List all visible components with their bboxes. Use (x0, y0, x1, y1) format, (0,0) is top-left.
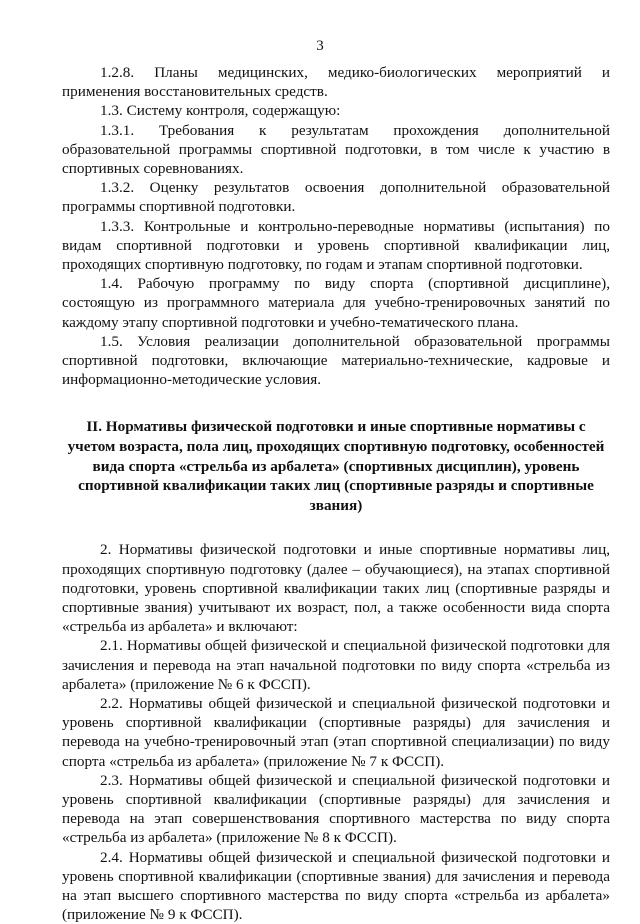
paragraph-1-4: 1.4. Рабочую программу по виду спорта (спортивной дисциплине), состоящую из программного материала для учебно-тренировочных занятий по каждому этапу спортивной подготовки и учебно-тематического плана. (62, 275, 610, 331)
paragraph-1-3-1: 1.3.1. Требования к результатам прохождения дополнительной образовательной программы спортивной подготовки, в том числе к участию в спортивных соревнованиях. (62, 121, 610, 178)
paragraph-2-4: 2.4. Нормативы общей физической и специальной физической подготовки и уровень спортивной квалификации (спортивные звания) для зачисления и перевода на этап высшего спортивного мастерства по виду спорта «стрельба из арбалета» (приложение № 9 к ФССП). (62, 848, 610, 924)
paragraph-1-3-2: 1.3.2. Оценку результатов освоения дополнительной образовательной программы спортивной подготовки. (62, 179, 610, 216)
page-number: 3 (316, 38, 324, 54)
paragraph-1-3-3: 1.3.3. Контрольные и контрольно-переводные нормативы (испытания) по видам спортивной подготовки и уровень спортивной квалификации лиц, проходящих спортивную подготовку, по годам и этапам спортивной подготовки. (62, 217, 610, 274)
section-heading: II. Нормативы физической подготовки и иные спортивные нормативы с учетом возраста, пола лиц, проходящих спортивную подготовку, особенностей вида спорта «стрельба из арбалета» (спортивных дисциплин), уровень спортивной квалификации таких лиц (спортивные разряды и спортивные звания) (67, 418, 605, 514)
paragraph-2-3: 2.3. Нормативы общей физической и специальной физической подготовки и уровень спортивной квалификации (спортивные разряды) для зачисления и перевода на этап совершенствования спортивного мастерства по виду спорта «стрельба из арбалета» (приложение № 8 к ФССП). (62, 771, 610, 847)
paragraph-1-2-8: 1.2.8. Планы медицинских, медико-биологических мероприятий и применения восстановительных средств. (62, 64, 610, 101)
paragraph-2: 2. Нормативы физической подготовки и иные спортивные нормативы лиц, проходящих спортивную подготовку (далее – обучающиеся), на этапах спортивной подготовки, уровень спортивной квалификации таких лиц (спортивные разряды и спортивные звания) учитывают их возраст, пол, а также особенности вида спорта «стрельба из арбалета» и включают: (62, 541, 610, 636)
paragraph-2-2: 2.2. Нормативы общей физической и специальной физической подготовки и уровень спортивной квалификации (спортивные разряды) для зачисления и перевода на учебно-тренировочный этап (этап спортивной специализации) по виду спорта «стрельба из арбалета» (приложение № 7 к ФССП). (62, 695, 610, 770)
paragraph-1-5: 1.5. Условия реализации дополнительной образовательной программы спортивной подготовки, включающие материально-технические, кадровые и информационно-методические условия. (62, 332, 610, 389)
paragraph-2-1: 2.1. Нормативы общей физической и специальной физической подготовки для зачисления и перевода на этап начальной подготовки по виду спорта «стрельба из арбалета» (приложение № 6 к ФССП). (62, 637, 610, 693)
paragraph-1-3: 1.3. Систему контроля, содержащую: (100, 102, 341, 120)
document-body (62, 63, 610, 924)
